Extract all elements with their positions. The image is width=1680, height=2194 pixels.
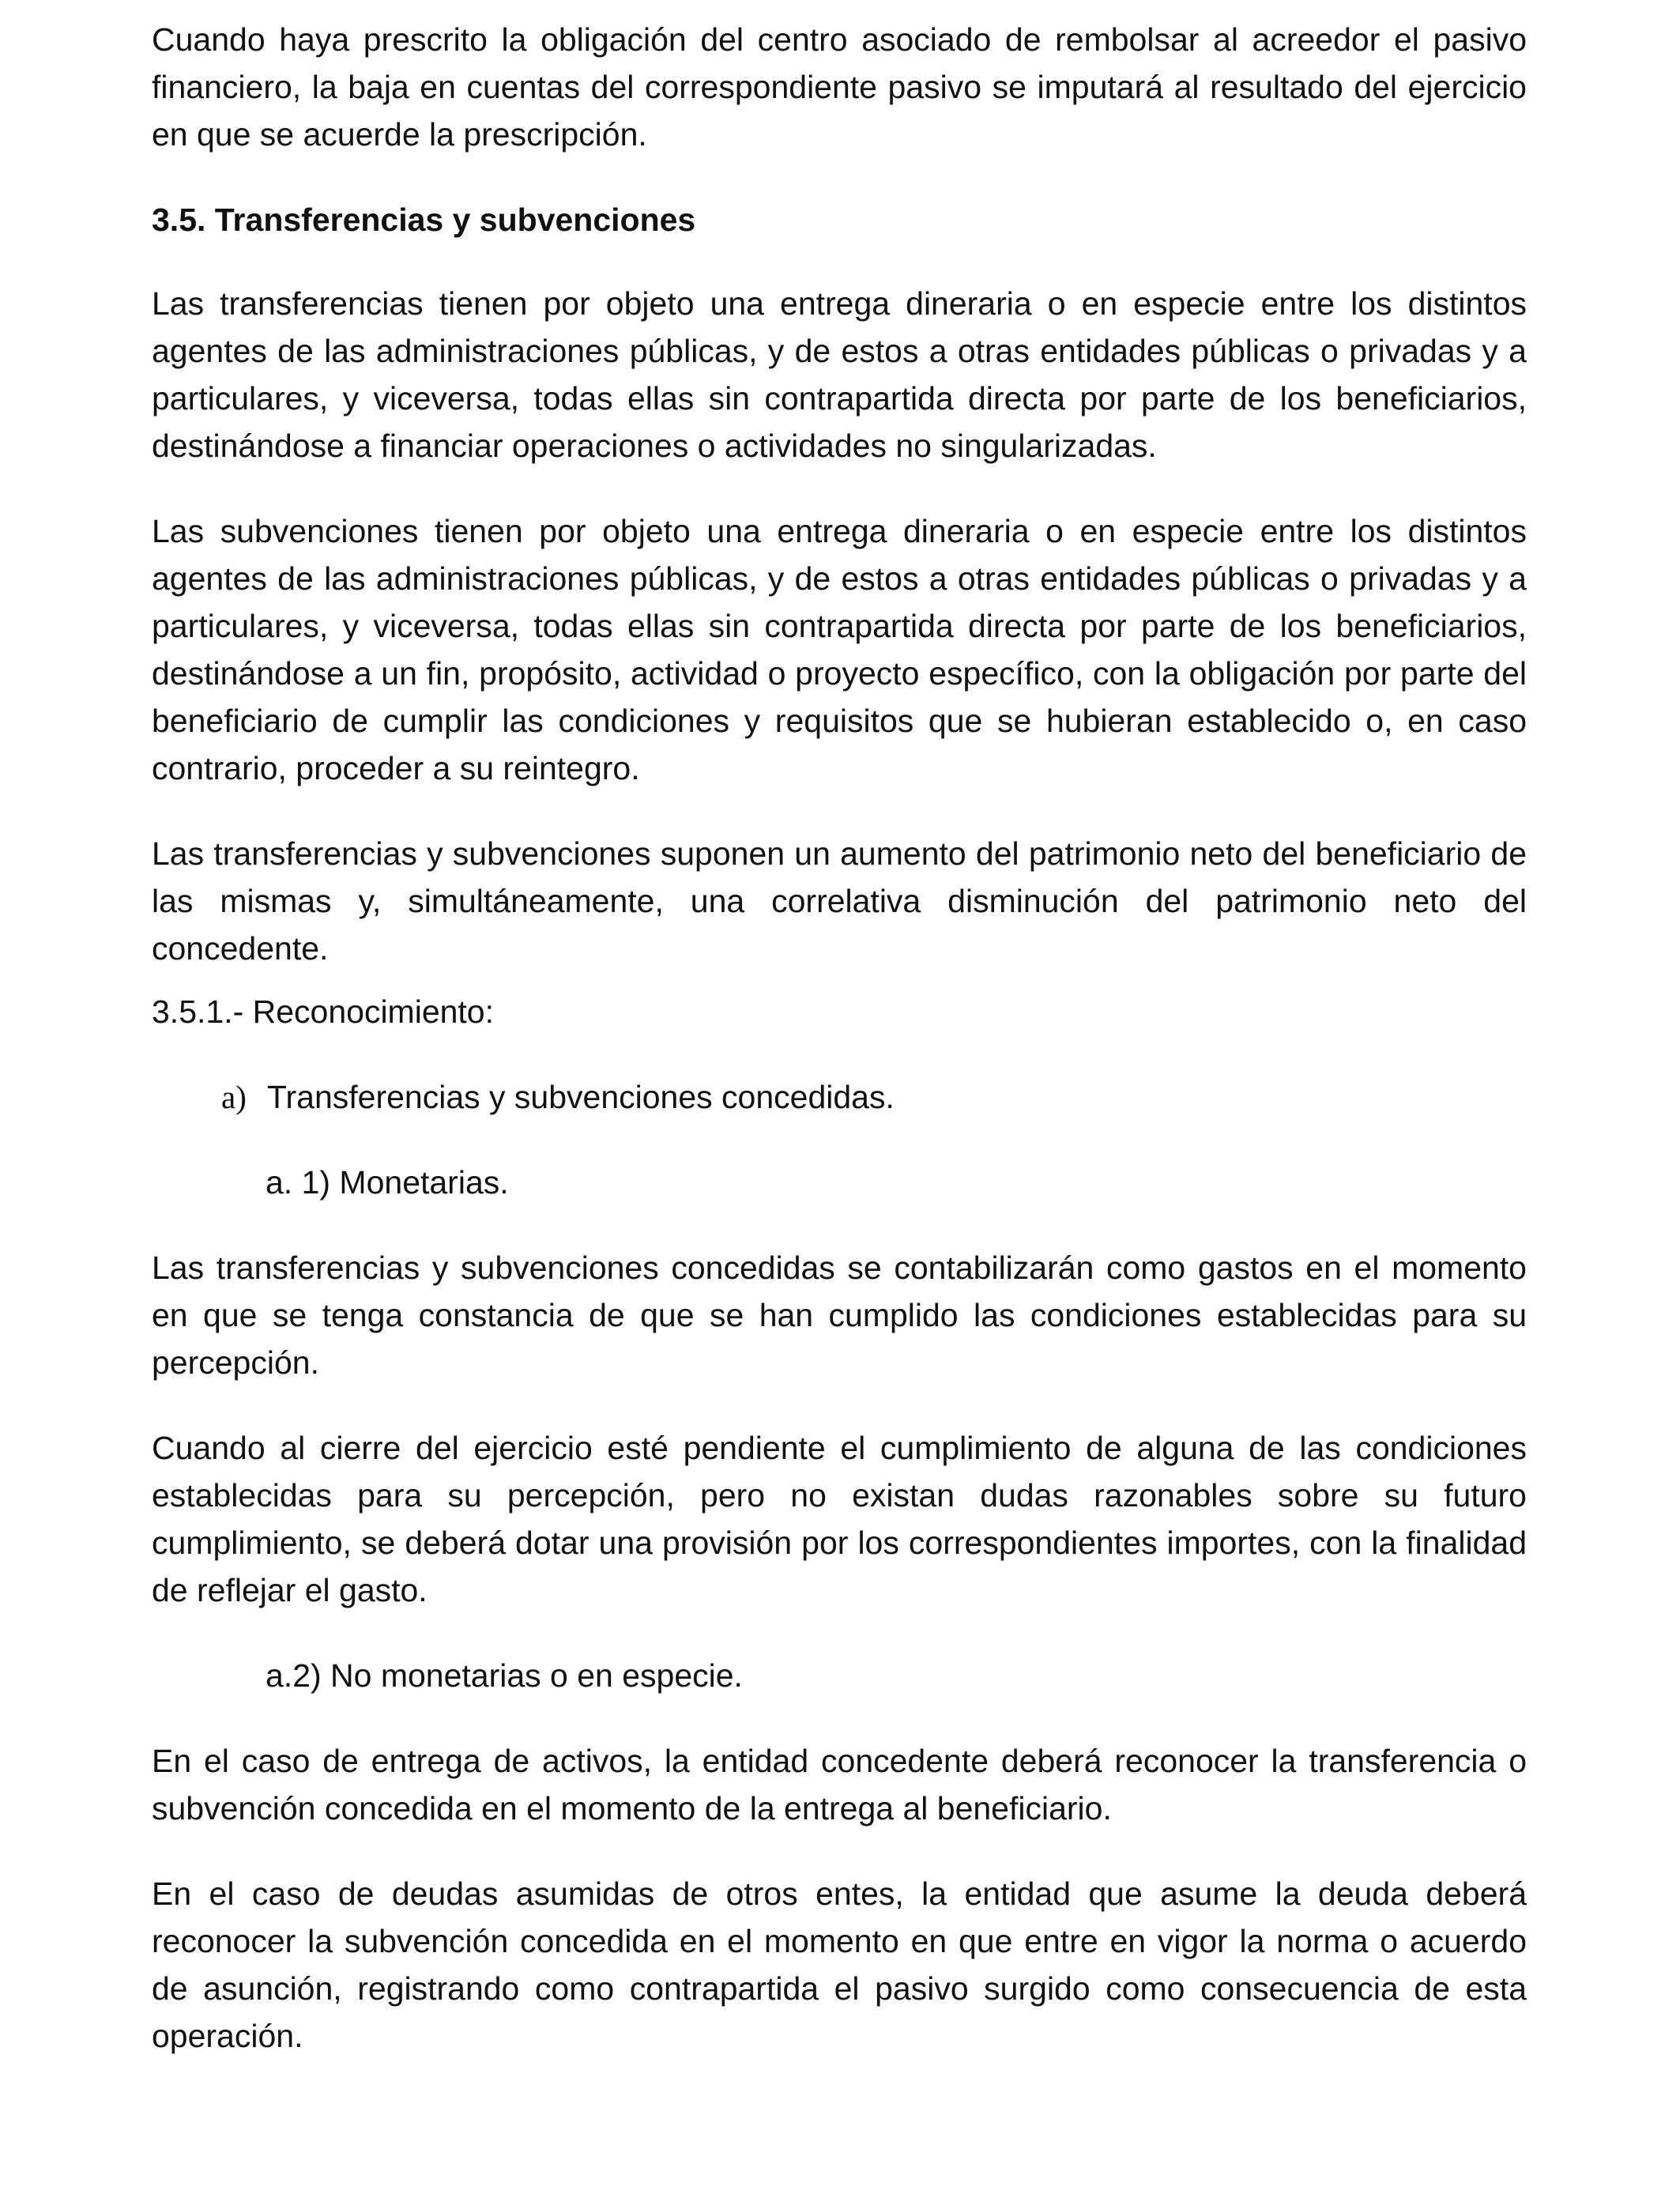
paragraph-deudas-asumidas: En el caso de deudas asumidas de otros entes, la entidad que asume la deuda deberá reconocer la subvención concedida en el momento en que entre en vigor la norma o acuerdo de asunción, registrando como contrapartida el pasivo surgido como consecuencia de esta operación.	[152, 1875, 1527, 2054]
list-item-text: Transferencias y subvenciones concedidas.	[267, 1079, 895, 1115]
list-marker: a)	[221, 1079, 247, 1115]
paragraph-monetarias: Las transferencias y subvenciones concedidas se contabilizarán como gastos en el momento en que se tenga constancia de que se han cumplido las condiciones establecidas para su percepción.	[152, 1250, 1527, 1381]
subsection-heading: 3.5.1.- Reconocimiento:	[152, 993, 495, 1030]
paragraph-prescription: Cuando haya prescrito la obligación del centro asociado de rembolsar al acreedor el pasivo financiero, la baja en cuentas del correspondiente pasivo se imputará al resultado del ejercicio en que se acuerde la prescripción.	[152, 21, 1527, 153]
paragraph-transferencias: Las transferencias tienen por objeto una entrega dineraria o en especie entre los distintos agentes de las administraciones públicas, y de estos a otras entidades públicas o privadas y a particulares, y viceversa, todas ellas sin contrapartida directa por parte de los beneficiarios, destinándose a financiar operaciones o actividades no singularizadas.	[152, 285, 1527, 464]
list-item-a2: a.2) No monetarias o en especie.	[266, 1657, 743, 1694]
paragraph-provision: Cuando al cierre del ejercicio esté pendiente el cumplimiento de alguna de las condiciones establecidas para su percepción, pero no existan dudas razonables sobre su futuro cumplimiento, se deberá dotar una provisión por los correspondientes importes, con la finalidad de reflejar el gasto.	[152, 1430, 1527, 1608]
section-heading: 3.5. Transferencias y subvenciones	[152, 202, 696, 238]
paragraph-patrimonio: Las transferencias y subvenciones suponen un aumento del patrimonio neto del beneficiario de las mismas y, simultáneamente, una correlativa disminución del patrimonio neto del concedente.	[152, 835, 1527, 967]
list-item-a	[152, 1073, 1527, 1121]
paragraph-subvenciones: Las subvenciones tienen por objeto una entrega dineraria o en especie entre los distintos agentes de las administraciones públicas, y de estos a otras entidades públicas o privadas y a particulares, y viceversa, todas ellas sin contrapartida directa por parte de los beneficiarios, destinándose a un fin, propósito, actividad o proyecto específico, con la obligación por parte del beneficiario de cumplir las condiciones y requisitos que se hubieran establecido o, en caso contrario, proceder a su reintegro.	[152, 513, 1527, 786]
paragraph-entrega-activos: En el caso de entrega de activos, la entidad concedente deberá reconocer la transferencia o subvención concedida en el momento de la entrega al beneficiario.	[152, 1743, 1527, 1826]
list-item-a1: a. 1) Monetarias.	[266, 1164, 509, 1201]
document-page	[152, 16, 1527, 2098]
